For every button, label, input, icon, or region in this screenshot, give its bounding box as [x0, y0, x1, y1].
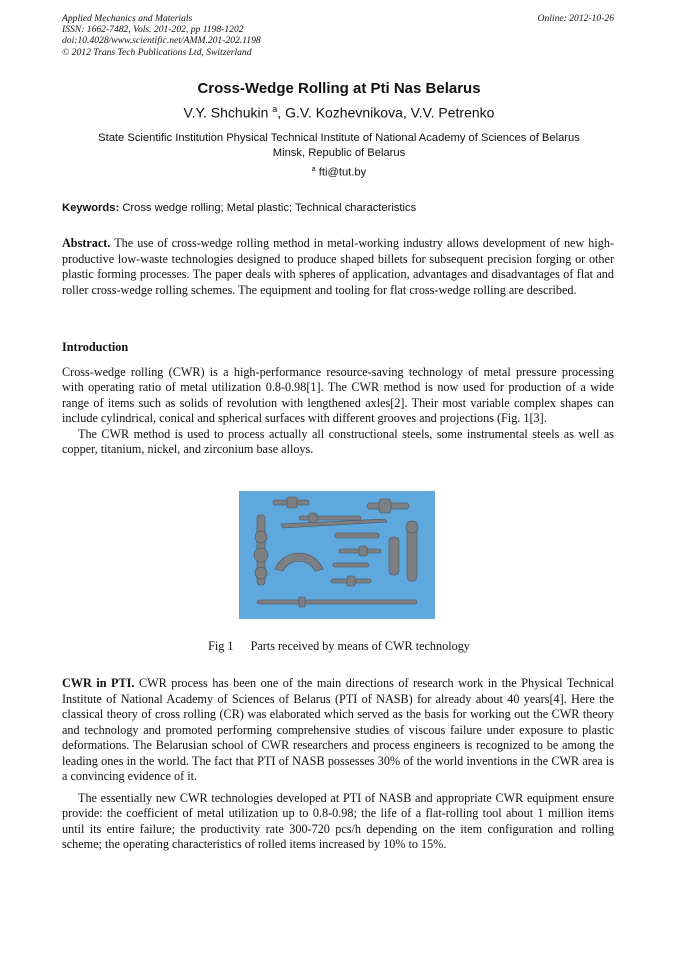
- intro-paragraph-2: The CWR method is used to process actually all constructional steels, some instrumental steels as well as copper, titanium, nickel, and zirconium base alloys.: [62, 426, 614, 456]
- cwr-pti-paragraph-2: The essentially new CWR technologies developed at PTI of NASB and appropriate CWR equipment ensure provide: the coefficient of metal utilization up to 0.8-0.98; the life of a flat-rolling tool about 1 million items until its entire failure; the productivity rate 300-720 pcs/h depending on the item configuration and rolling scheme; the operating characteristics of rolled items increased by 10% to 15%.: [62, 790, 614, 851]
- cwr-pti-label: CWR in PTI.: [62, 676, 135, 690]
- abstract: [62, 236, 614, 298]
- affiliation: [0, 131, 678, 160]
- journal-header: [62, 13, 614, 58]
- keywords-text: Cross wedge rolling; Metal plastic; Technical characteristics: [122, 202, 417, 214]
- author-rest: , G.V. Kozhevnikova, V.V. Petrenko: [277, 104, 495, 121]
- author-first: V.Y. Shchukin: [183, 104, 269, 121]
- contact-email: [0, 166, 678, 179]
- paper-title: Cross-Wedge Rolling at Pti Nas Belarus: [197, 80, 481, 97]
- introduction-section: [62, 340, 614, 458]
- affiliation-line-2: Minsk, Republic of Belarus: [272, 146, 406, 159]
- cwr-in-pti-section: [62, 676, 614, 853]
- keywords-label: Keywords:: [62, 202, 120, 214]
- doi-line[interactable]: doi:10.4028/www.scientific.net/AMM.201-202.1198: [62, 35, 261, 47]
- copyright-line: © 2012 Trans Tech Publications Ltd, Switzerland: [62, 46, 252, 58]
- figure-number: Fig 1: [208, 639, 234, 653]
- introduction-heading: Introduction: [62, 340, 129, 354]
- figure-caption: [0, 639, 678, 654]
- rolled-parts-photo: [239, 491, 435, 619]
- author-superscript: a: [272, 104, 278, 114]
- figure-image: [239, 491, 435, 619]
- abstract-label: Abstract.: [62, 236, 111, 250]
- abstract-text: The use of cross-wedge rolling method in metal-working industry allows development of new high-productive low-waste technologies designed to produce shaped billets for subsequent precision forging or other plastic forming processes. The paper deals with spheres of application, advantages and disadvantages of flat and roller cross-wedge rolling schemes. The equipment and tooling for flat cross-wedge rolling are described.: [62, 236, 614, 297]
- affiliation-line-1: State Scientific Institution Physical Technical Institute of National Academy of Sciences of Belarus: [98, 132, 580, 144]
- journal-name: Applied Mechanics and Materials: [62, 13, 193, 24]
- keywords: [62, 202, 614, 214]
- figure-caption-text: Parts received by means of CWR technology: [250, 639, 470, 653]
- author-list: [0, 104, 678, 121]
- issn-line: ISSN: 1662-7482, Vols. 201-202, pp 1198-1202: [62, 24, 244, 36]
- email-superscript: a: [311, 166, 316, 173]
- intro-paragraph-1: Cross-wedge rolling (CWR) is a high-performance resource-saving technology of metal pressure processing with operating ratio of metal utilization 0.8-0.98[1]. The CWR method is now used for production of a wide range of items such as solids of revolution with lengthened axles[2]. Their most variable complex shapes can include cylindrical, conical and spherical surfaces with different grooves and projections (Fig. 1[3].: [62, 364, 614, 425]
- cwr-pti-paragraph-1: CWR process has been one of the main directions of research work in the Physical Technical Institute of National Academy of Sciences of Belarus (PTI of NASB) for already about 40 years[4]. Here the classical theory of cross rolling (CR) was elaborated which served as the basis for working out the CWR theory and technology and promoted performing comprehensive studies of viscous failure under exposure to plastic deformations. The Belarusian school of CWR researchers and process engineers is recognized to be among the leading ones in the world. The fact that PTI of NASB possesses 30% of the world inventions in the CWR area is a convincing evidence of it.: [62, 676, 615, 783]
- online-date: Online: 2012-10-26: [537, 13, 614, 24]
- email-address[interactable]: fti@tut.by: [318, 166, 367, 179]
